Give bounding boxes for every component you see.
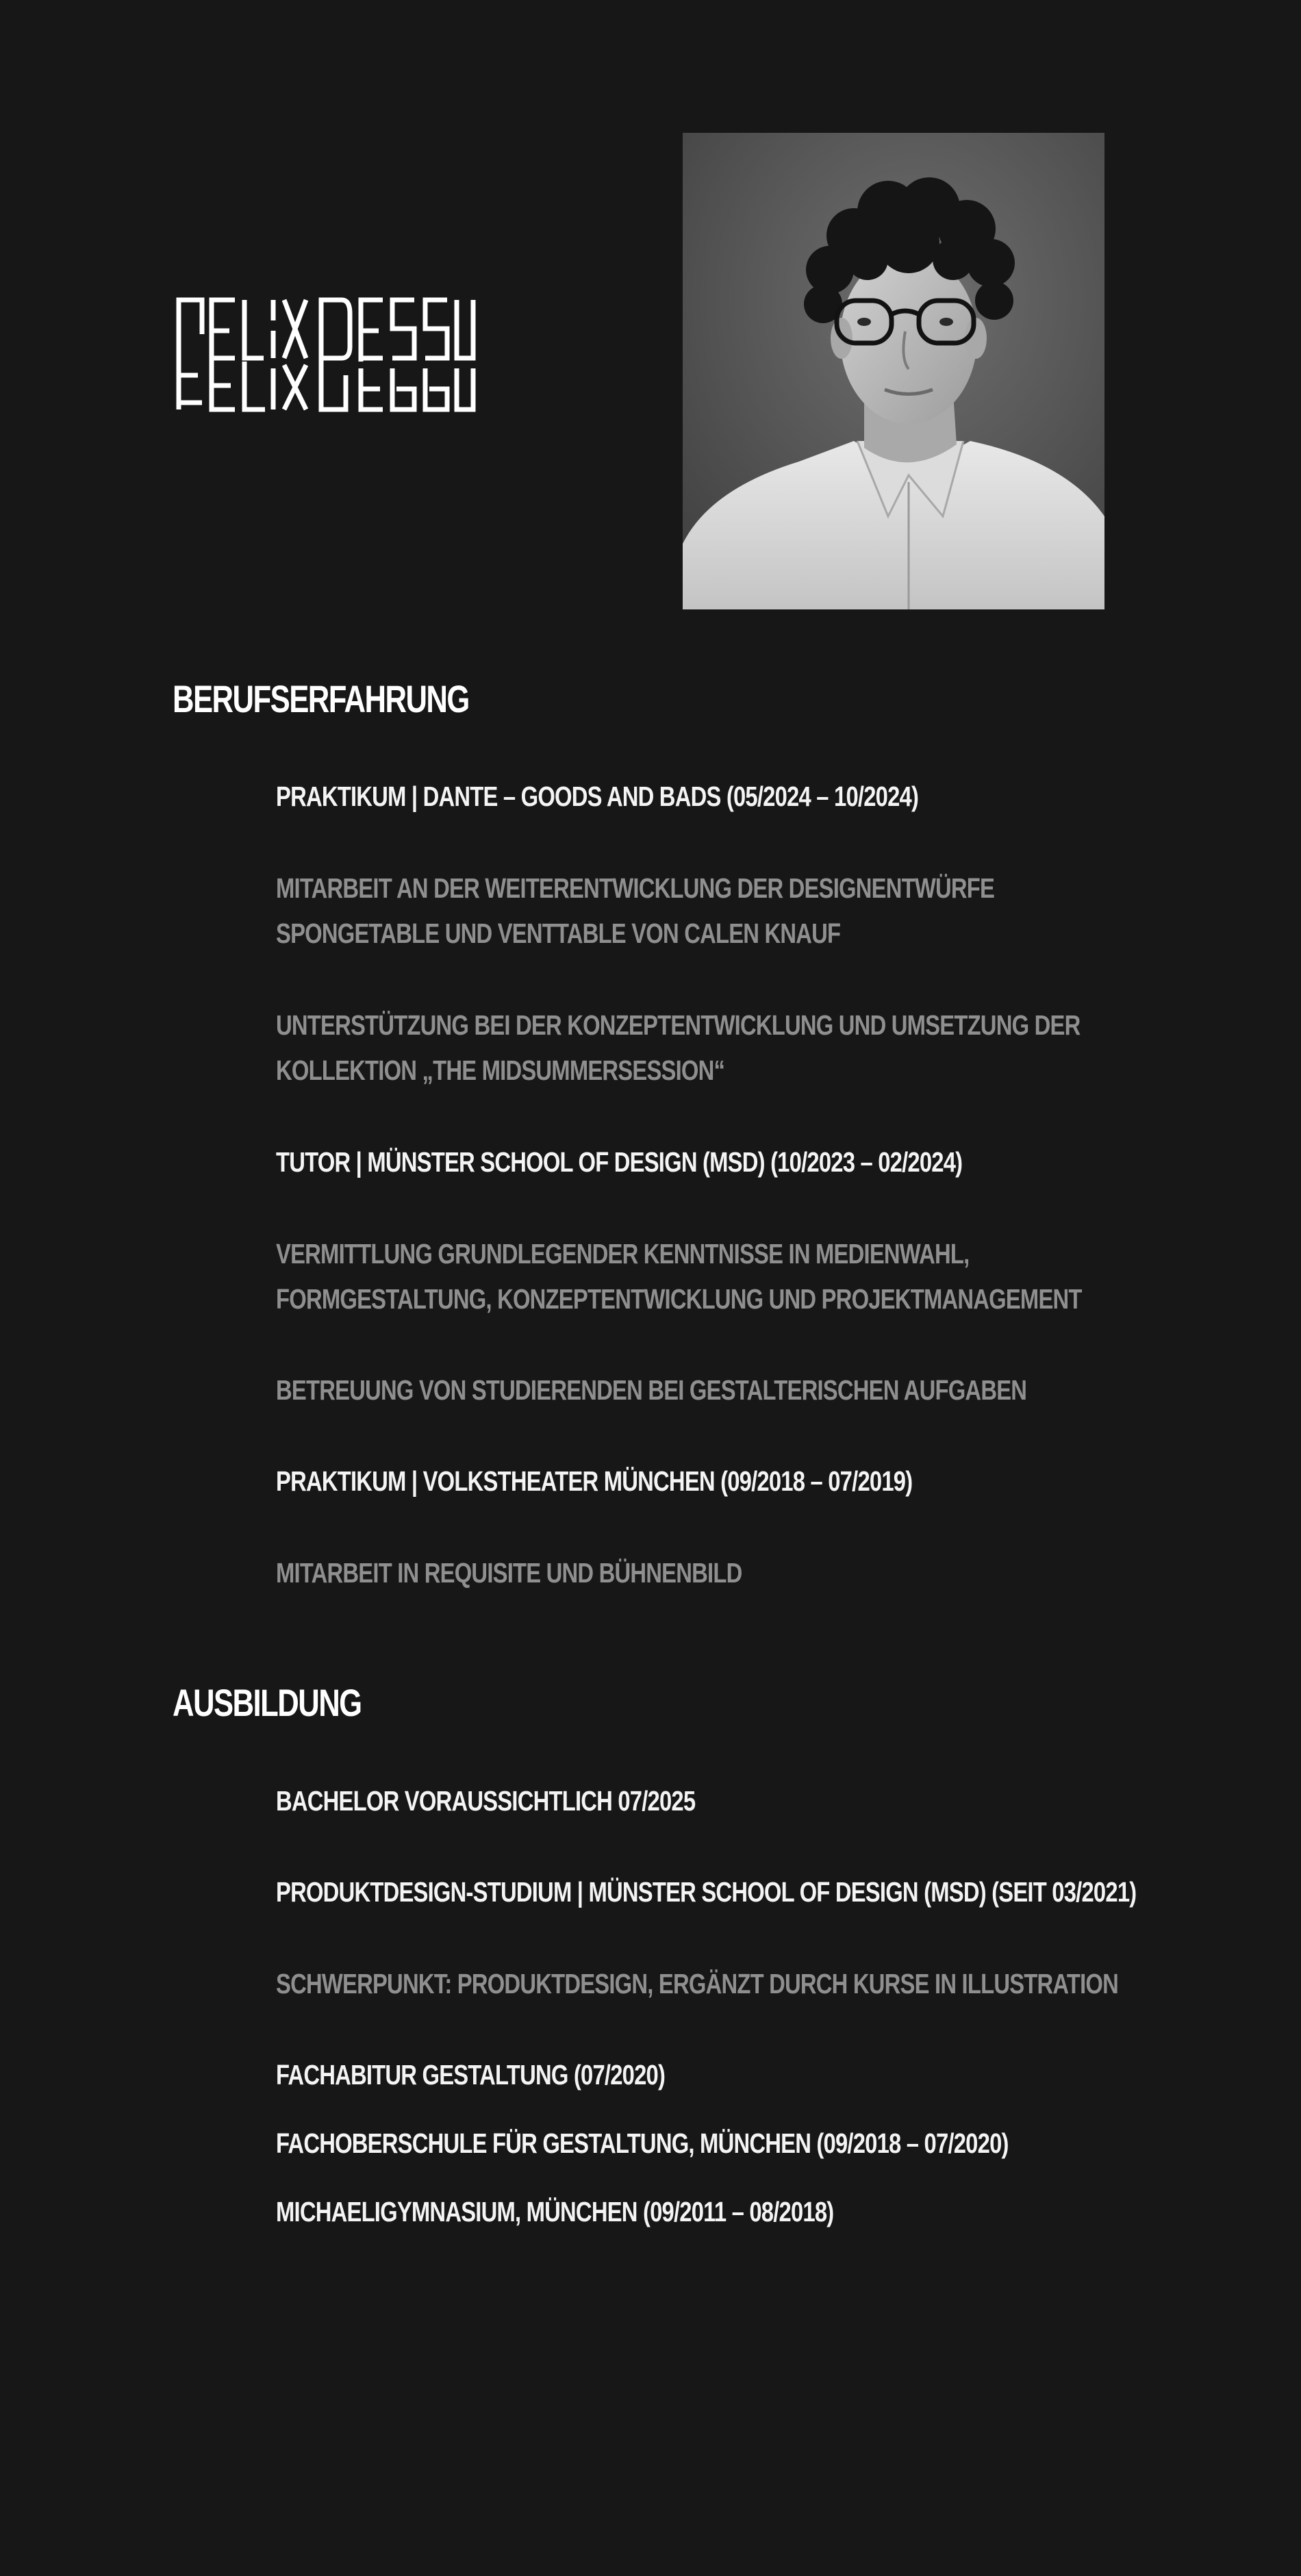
job-detail-line: VERMITTLUNG GRUNDLEGENDER KENNTNISSE IN MEDIENWAHL, xyxy=(276,1238,970,1270)
job-detail-line: UNTERSTÜTZUNG BEI DER KONZEPTENTWICKLUNG UND UMSETZUNG DER xyxy=(276,1009,1081,1041)
job-heading: TUTOR | MÜNSTER SCHOOL OF DESIGN (MSD) (10/2023 – 02/2024) xyxy=(276,1146,963,1178)
job-heading: PRAKTIKUM | VOLKSTHEATER MÜNCHEN (09/2018 – 07/2019) xyxy=(276,1465,913,1497)
name-wordmark-logo xyxy=(175,293,476,416)
section-title-experience: BERUFSERFAHRUNG xyxy=(173,677,469,720)
education-item: MICHAELIGYMNASIUM, MÜNCHEN (09/2011 – 08/2018) xyxy=(276,2196,834,2227)
portrait-photo xyxy=(683,133,1104,609)
education-detail: SCHWERPUNKT: PRODUKTDESIGN, ERGÄNZT DURCH KURSE IN ILLUSTRATION xyxy=(276,1968,1119,1999)
job-detail-line: KOLLEKTION „THE MIDSUMMERSESSION“ xyxy=(276,1055,725,1086)
education-item: BACHELOR VORAUSSICHTLICH 07/2025 xyxy=(276,1785,696,1817)
job-detail: BETREUUNG VON STUDIERENDEN BEI GESTALTERISCHEN AUFGABEN xyxy=(276,1374,1027,1406)
education-item: PRODUKTDESIGN-STUDIUM | MÜNSTER SCHOOL OF DESIGN (MSD) (SEIT 03/2021) xyxy=(276,1876,1137,1908)
education-item: FACHABITUR GESTALTUNG (07/2020) xyxy=(276,2059,666,2091)
job-detail-line: MITARBEIT AN DER WEITERENTWICKLUNG DER DESIGNENTWÜRFE xyxy=(276,872,995,904)
section-title-education: AUSBILDUNG xyxy=(173,1681,362,1724)
job-detail-line: FORMGESTALTUNG, KONZEPTENTWICKLUNG UND PROJEKTMANAGEMENT xyxy=(276,1283,1082,1315)
job-detail xyxy=(276,1231,1082,1322)
job-detail-line: SPONGETABLE UND VENTTABLE VON CALEN KNAUF xyxy=(276,918,841,949)
job-heading: PRAKTIKUM | DANTE – GOODS AND BADS (05/2024 – 10/2024) xyxy=(276,781,919,812)
job-detail: MITARBEIT IN REQUISITE UND BÜHNENBILD xyxy=(276,1557,742,1589)
job-detail xyxy=(276,866,994,956)
job-detail xyxy=(276,1002,1080,1093)
education-item: FACHOBERSCHULE FÜR GESTALTUNG, MÜNCHEN (09/2018 – 07/2020) xyxy=(276,2127,1009,2159)
